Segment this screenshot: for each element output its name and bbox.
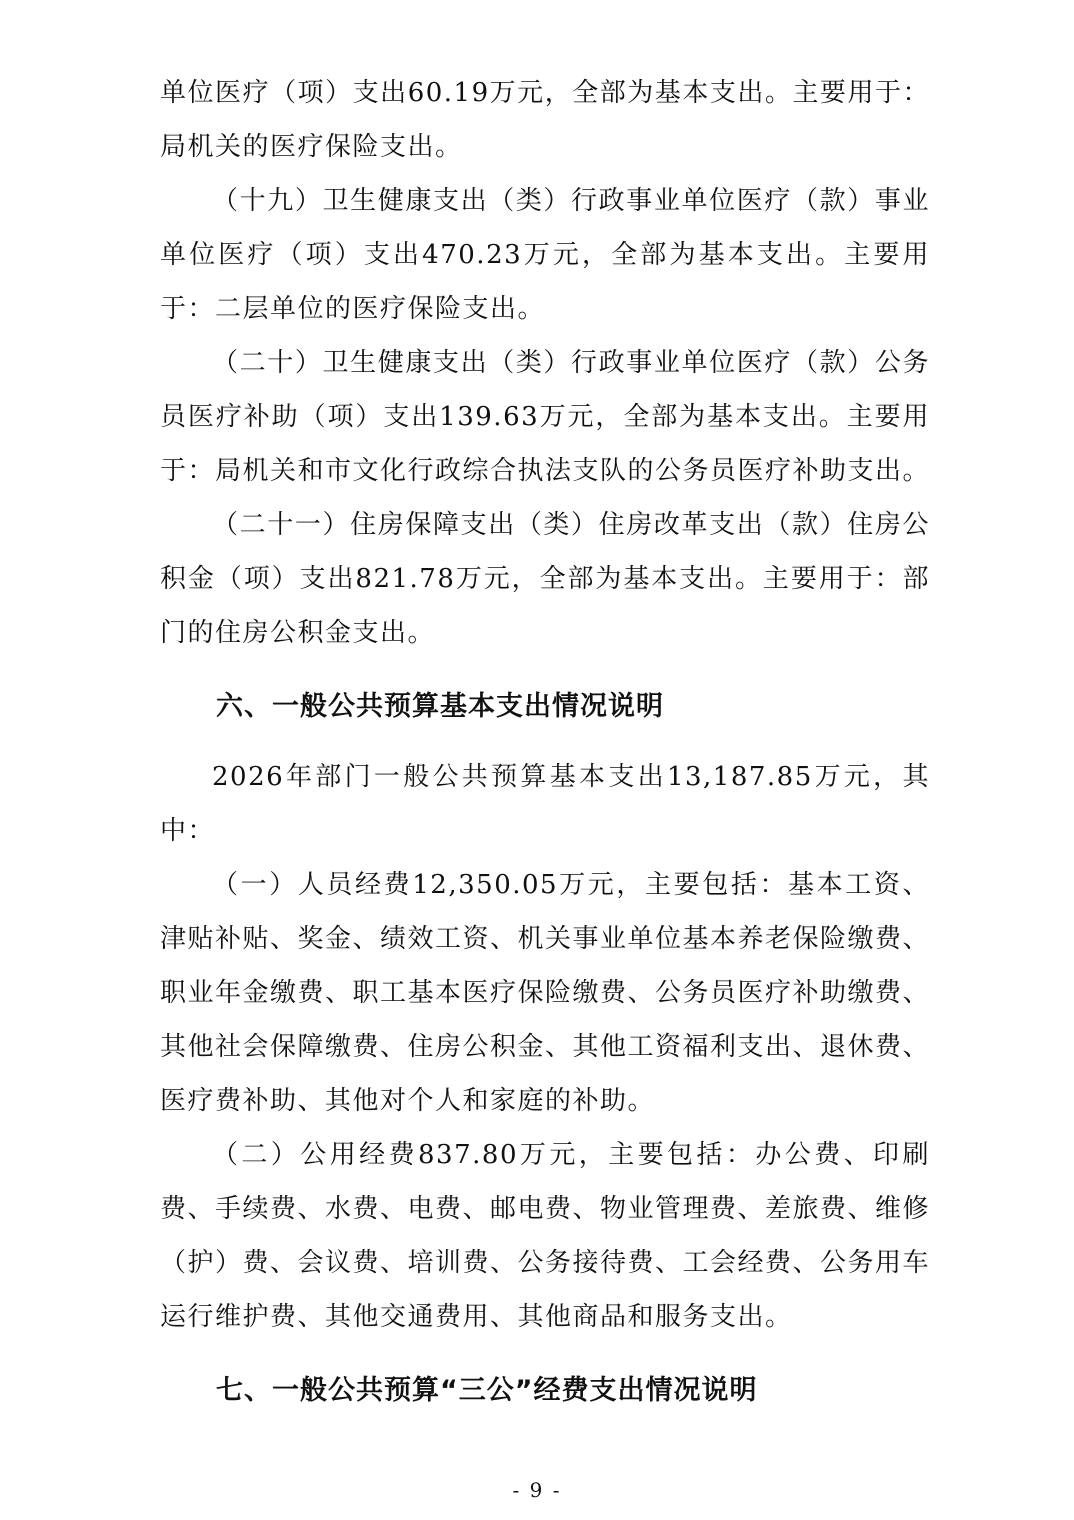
paragraph-item-21: （二十一）住房保障支出（类）住房改革支出（款）住房公积金（项）支出821.78万元，全部为基本支出。主要用于：部门的住房公积金支出。 <box>160 510 930 648</box>
paragraph-medical-continuation: 单位医疗（项）支出60.19万元，全部为基本支出。主要用于：局机关的医疗保险支出。 <box>160 78 930 162</box>
page-number: - 9 - <box>512 1478 562 1502</box>
paragraph-basic-expenditure-total: 2026年部门一般公共预算基本支出13,187.85万元，其中： <box>160 762 930 846</box>
paragraph-personnel-expenses: （一）人员经费12,350.05万元，主要包括：基本工资、津贴补贴、奖金、绩效工资、机关事业单位基本养老保险缴费、职业年金缴费、职工基本医疗保险缴费、公务员医疗补助缴费、其他社会保障缴费、住房公积金、其他工资福利支出、退休费、医疗费补助、其他对个人和家庭的补助。 <box>160 870 931 1116</box>
section-7-heading: 七、一般公共预算“三公”经费支出情况说明 <box>216 1375 758 1406</box>
paragraph-item-20: （二十）卫生健康支出（类）行政事业单位医疗（款）公务员医疗补助（项）支出139.63万元，全部为基本支出。主要用于：局机关和市文化行政综合执法支队的公务员医疗补助支出。 <box>160 348 931 486</box>
section-6-heading: 六、一般公共预算基本支出情况说明 <box>216 691 664 722</box>
paragraph-public-expenses: （二）公用经费837.80万元，主要包括：办公费、印刷费、手续费、水费、电费、邮电费、物业管理费、差旅费、维修（护）费、会议费、培训费、公务接待费、工会经费、公务用车运行维护费、其他交通费用、其他商品和服务支出。 <box>160 1140 931 1332</box>
paragraph-item-19: （十九）卫生健康支出（类）行政事业单位医疗（款）事业单位医疗（项）支出470.23万元，全部为基本支出。主要用于：二层单位的医疗保险支出。 <box>160 186 930 324</box>
document-body <box>160 66 930 1434</box>
